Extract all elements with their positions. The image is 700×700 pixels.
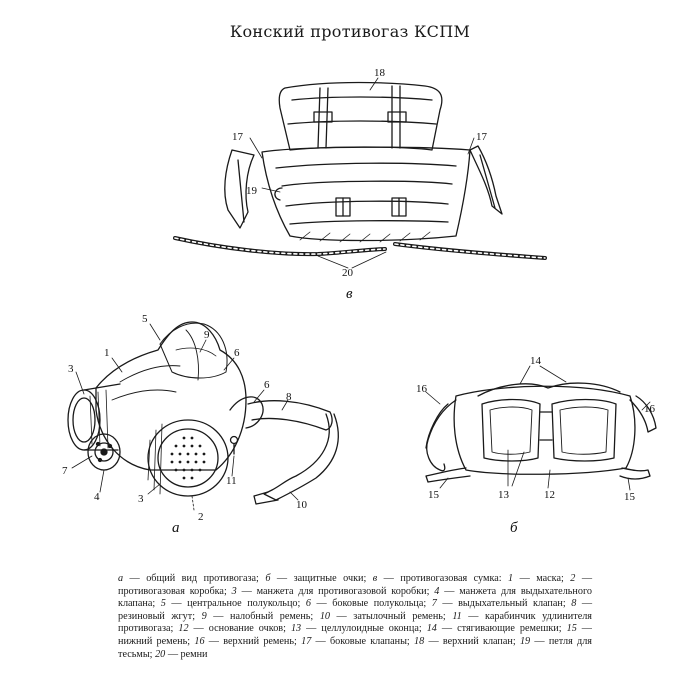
legend-key: 14 [426,623,437,635]
legend-text: — маска; [513,573,571,584]
goggles-drawing [426,366,656,490]
figure-legend [118,573,592,661]
legend-key: 6 [305,598,311,610]
label-17-right: 17 [476,131,487,143]
label-1: 1 [104,347,110,359]
legend-key: 9 [201,610,207,622]
legend-entry [202,611,320,622]
label-16-right: 16 [644,403,655,415]
legend-text: — верхний ремень; [204,635,302,647]
legend-text: — карабинчик удлинителя противогаза; [118,610,592,635]
legend-entry [194,636,301,647]
legend-key: 8 [571,598,577,610]
section-label-b: б [510,520,518,536]
legend-text: — манжета для противогазовой коробки; [236,585,435,597]
legend-text: — затылочный ремень; [330,610,453,622]
label-3-upper: 3 [68,363,74,375]
label-12: 12 [544,489,555,501]
legend-entry [118,573,265,584]
label-19: 19 [246,185,257,197]
legend-key: 2 [570,573,576,584]
legend-entry [178,623,291,634]
legend-entry [301,636,414,647]
legend-entry [306,598,432,609]
legend-text: — боковые полукольца; [310,598,432,610]
legend-key: 10 [319,610,330,622]
legend-text: — нижний ремень; [118,623,592,647]
label-11: 11 [226,475,237,487]
legend-text: — выдыхательный клапан; [436,598,572,610]
label-20: 20 [342,267,353,279]
legend-entry [155,649,207,660]
legend-key: 1 [508,573,514,584]
page-title: Конский противогаз КСПМ [229,22,471,41]
legend-text: — защитные очки; [270,573,373,584]
legend-text: — резиновый жгут; [118,598,593,622]
label-3-lower: 3 [138,493,144,505]
legend-text: — ремни [165,648,208,660]
legend-entry [432,598,571,609]
legend-text: — петля для тесьмы; [118,635,592,660]
legend-key: 16 [194,635,205,647]
legend-key: 20 [155,648,166,660]
label-6-lower: 6 [264,379,270,391]
label-15-right: 15 [624,491,635,503]
legend-key: 11 [452,610,462,622]
legend-entry [508,573,570,584]
label-6-upper: 6 [234,347,240,359]
legend-entry [161,598,306,609]
label-2: 2 [198,511,204,523]
legend-entry [427,623,567,634]
legend-entry [232,586,435,597]
legend-entry [414,636,520,647]
section-label-c: в [346,286,353,302]
label-7: 7 [62,465,68,477]
legend-entry [373,573,508,584]
label-8: 8 [286,391,292,403]
label-13: 13 [498,489,509,501]
label-5: 5 [142,313,148,325]
gas-mask-bag-drawing [175,78,545,268]
legend-key: 15 [566,623,577,635]
label-9: 9 [204,329,210,341]
label-15-left: 15 [428,489,439,501]
legend-entry [291,623,427,634]
label-16-left: 16 [416,383,427,395]
legend-key: а [118,573,124,584]
legend-key: 13 [290,623,302,635]
legend-key: 12 [178,623,189,635]
legend-key: 7 [431,598,437,610]
legend-key: 17 [301,635,312,647]
legend-text: — налобный ремень; [206,610,320,622]
legend-text: — противогазовая коробка; [118,573,592,597]
legend-key: 19 [519,635,531,647]
legend-key: в [372,573,378,584]
label-18: 18 [374,67,385,79]
legend-text: — манжета для выдыхательного клапана; [118,585,592,610]
label-17-left: 17 [232,131,243,143]
legend-entry [320,611,453,622]
legend-text: — основание очков; [188,623,291,635]
section-label-a: а [172,520,180,536]
legend-key: б [265,573,271,584]
legend-text: — противогазовая сумка: [377,573,509,584]
label-10: 10 [296,499,307,511]
legend-text: — общий вид противогаза; [123,573,266,584]
legend-text: — целлулоидные оконца; [301,623,427,635]
legend-text: — боковые клапаны; [311,635,415,647]
legend-key: 5 [160,598,166,610]
label-14: 14 [530,355,541,367]
label-4: 4 [94,491,100,503]
legend-key: 18 [414,635,425,647]
legend-text: — центральное полукольцо; [165,598,306,610]
legend-text: — верхний клапан; [424,635,520,647]
legend-entry [265,573,372,584]
legend-text: — стягивающие ремешки; [436,623,567,635]
legend-key: 4 [434,585,440,597]
legend-key: 3 [231,585,237,597]
